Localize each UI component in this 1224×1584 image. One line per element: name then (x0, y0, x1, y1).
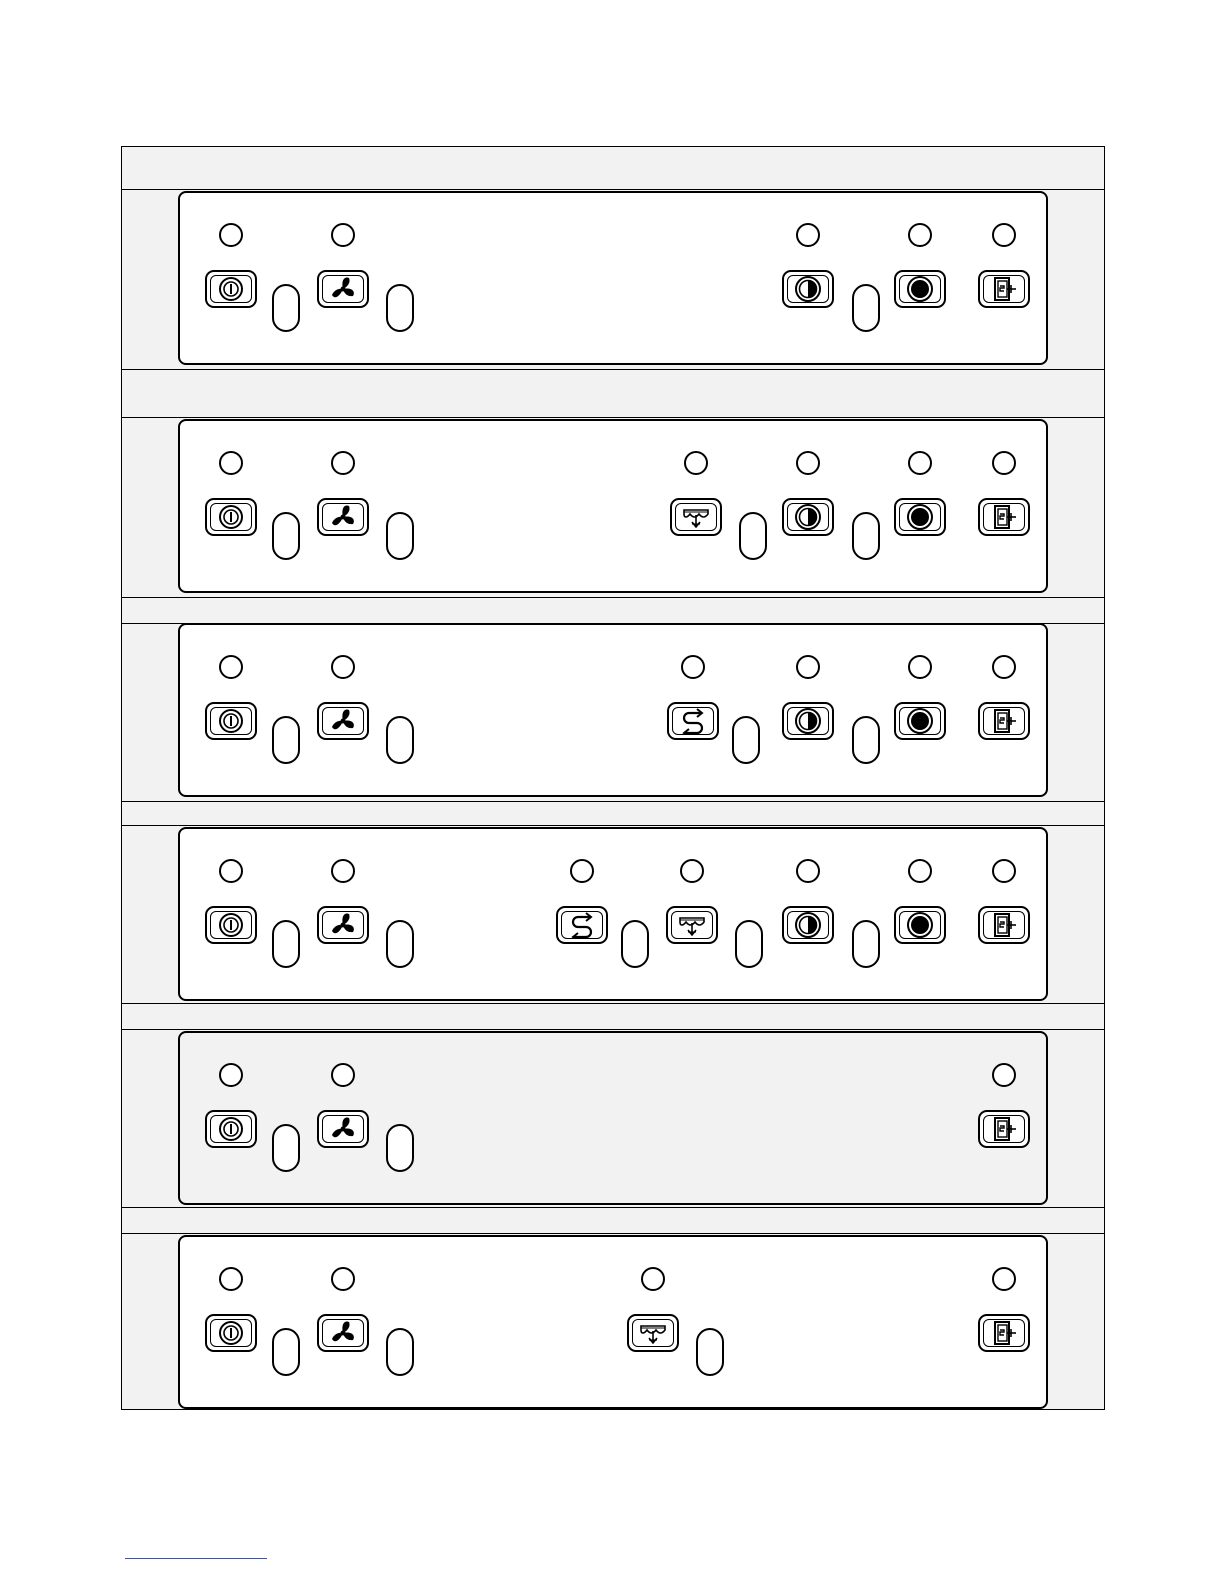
exit-indicator-led (992, 859, 1016, 883)
exit-indicator-led (992, 451, 1016, 475)
filled-circle-icon (905, 275, 935, 303)
contrast-label-slot (852, 512, 880, 560)
filled-circle-icon (905, 911, 935, 939)
fan-indicator-led (331, 859, 355, 883)
control-panel-config-6 (178, 1235, 1048, 1409)
defrost-button[interactable] (666, 906, 718, 944)
fan-icon (328, 275, 358, 303)
contrast-indicator-led (796, 655, 820, 679)
power-icon (216, 275, 246, 303)
row-divider (122, 189, 1104, 190)
exit-door-icon (989, 707, 1019, 735)
half-circle-icon (793, 275, 823, 303)
exit-button[interactable] (978, 1314, 1030, 1352)
dot-indicator-led (908, 223, 932, 247)
fan-indicator-led (331, 223, 355, 247)
exit-button[interactable] (978, 702, 1030, 740)
row-divider (122, 1207, 1104, 1208)
power-indicator-led (219, 1063, 243, 1087)
recirculation-icon (567, 911, 597, 939)
defrost-icon (638, 1319, 668, 1347)
power-icon (216, 1319, 246, 1347)
dot-button[interactable] (894, 498, 946, 536)
fan-button[interactable] (317, 1314, 369, 1352)
power-indicator-led (219, 655, 243, 679)
power-indicator-led (219, 223, 243, 247)
row-divider (122, 801, 1104, 802)
exit-indicator-led (992, 223, 1016, 247)
power-indicator-led (219, 1267, 243, 1291)
power-label-slot (272, 1124, 300, 1172)
fan-button[interactable] (317, 906, 369, 944)
fan-icon (328, 1319, 358, 1347)
defrost-icon (681, 503, 711, 531)
fan-label-slot (386, 512, 414, 560)
exit-indicator-led (992, 655, 1016, 679)
half-circle-icon (793, 911, 823, 939)
recirculation-icon (678, 707, 708, 735)
contrast-button[interactable] (782, 702, 834, 740)
power-indicator-led (219, 859, 243, 883)
exit-door-icon (989, 275, 1019, 303)
exit-button[interactable] (978, 906, 1030, 944)
exit-indicator-led (992, 1267, 1016, 1291)
contrast-indicator-led (796, 859, 820, 883)
fan-icon (328, 707, 358, 735)
dot-button[interactable] (894, 702, 946, 740)
row-divider (122, 417, 1104, 418)
recirculate-label-slot (621, 920, 649, 968)
power-icon (216, 1115, 246, 1143)
filled-circle-icon (905, 503, 935, 531)
fan-label-slot (386, 716, 414, 764)
exit-door-icon (989, 911, 1019, 939)
fan-indicator-led (331, 1063, 355, 1087)
fan-button[interactable] (317, 702, 369, 740)
control-panel-config-5 (178, 1031, 1048, 1205)
defrost-indicator-led (680, 859, 704, 883)
power-icon (216, 911, 246, 939)
dot-indicator-led (908, 451, 932, 475)
control-panel-config-2 (178, 419, 1048, 593)
defrost-button[interactable] (627, 1314, 679, 1352)
control-panel-config-1 (178, 191, 1048, 365)
contrast-label-slot (852, 716, 880, 764)
contrast-button[interactable] (782, 498, 834, 536)
fan-button[interactable] (317, 1110, 369, 1148)
row-divider (122, 1029, 1104, 1030)
recirculate-label-slot (732, 716, 760, 764)
fan-label-slot (386, 1124, 414, 1172)
power-button[interactable] (205, 270, 257, 308)
row-divider (122, 369, 1104, 370)
power-icon (216, 707, 246, 735)
power-label-slot (272, 512, 300, 560)
row-divider (122, 597, 1104, 598)
power-button[interactable] (205, 498, 257, 536)
fan-icon (328, 1115, 358, 1143)
power-button[interactable] (205, 1110, 257, 1148)
dot-button[interactable] (894, 906, 946, 944)
contrast-label-slot (852, 920, 880, 968)
row-divider (122, 1233, 1104, 1234)
dot-indicator-led (908, 859, 932, 883)
contrast-button[interactable] (782, 270, 834, 308)
recirculate-button[interactable] (556, 906, 608, 944)
control-panel-config-3 (178, 623, 1048, 797)
power-indicator-led (219, 451, 243, 475)
power-icon (216, 503, 246, 531)
filled-circle-icon (905, 707, 935, 735)
fan-button[interactable] (317, 498, 369, 536)
power-label-slot (272, 1328, 300, 1376)
exit-door-icon (989, 503, 1019, 531)
dot-indicator-led (908, 655, 932, 679)
exit-button[interactable] (978, 1110, 1030, 1148)
exit-button[interactable] (978, 498, 1030, 536)
fan-icon (328, 503, 358, 531)
configurations-table (121, 146, 1105, 1410)
power-button[interactable] (205, 1314, 257, 1352)
power-label-slot (272, 716, 300, 764)
defrost-label-slot (739, 512, 767, 560)
half-circle-icon (793, 707, 823, 735)
defrost-button[interactable] (670, 498, 722, 536)
contrast-label-slot (852, 284, 880, 332)
defrost-indicator-led (684, 451, 708, 475)
power-label-slot (272, 920, 300, 968)
dot-button[interactable] (894, 270, 946, 308)
exit-indicator-led (992, 1063, 1016, 1087)
defrost-label-slot (696, 1328, 724, 1376)
row-divider (122, 1003, 1104, 1004)
fan-label-slot (386, 920, 414, 968)
defrost-label-slot (735, 920, 763, 968)
fan-indicator-led (331, 451, 355, 475)
half-circle-icon (793, 503, 823, 531)
power-label-slot (272, 284, 300, 332)
exit-door-icon (989, 1319, 1019, 1347)
recirculate-button[interactable] (667, 702, 719, 740)
contrast-button[interactable] (782, 906, 834, 944)
contrast-indicator-led (796, 451, 820, 475)
control-panel-config-4 (178, 827, 1048, 1001)
defrost-icon (677, 911, 707, 939)
exit-button[interactable] (978, 270, 1030, 308)
recirculate-indicator-led (570, 859, 594, 883)
row-divider (122, 825, 1104, 826)
recirculate-indicator-led (681, 655, 705, 679)
power-button[interactable] (205, 702, 257, 740)
fan-label-slot (386, 284, 414, 332)
power-button[interactable] (205, 906, 257, 944)
fan-icon (328, 911, 358, 939)
fan-label-slot (386, 1328, 414, 1376)
exit-door-icon (989, 1115, 1019, 1143)
fan-indicator-led (331, 655, 355, 679)
footnote-rule (125, 1558, 267, 1559)
defrost-indicator-led (641, 1267, 665, 1291)
fan-indicator-led (331, 1267, 355, 1291)
contrast-indicator-led (796, 223, 820, 247)
fan-button[interactable] (317, 270, 369, 308)
